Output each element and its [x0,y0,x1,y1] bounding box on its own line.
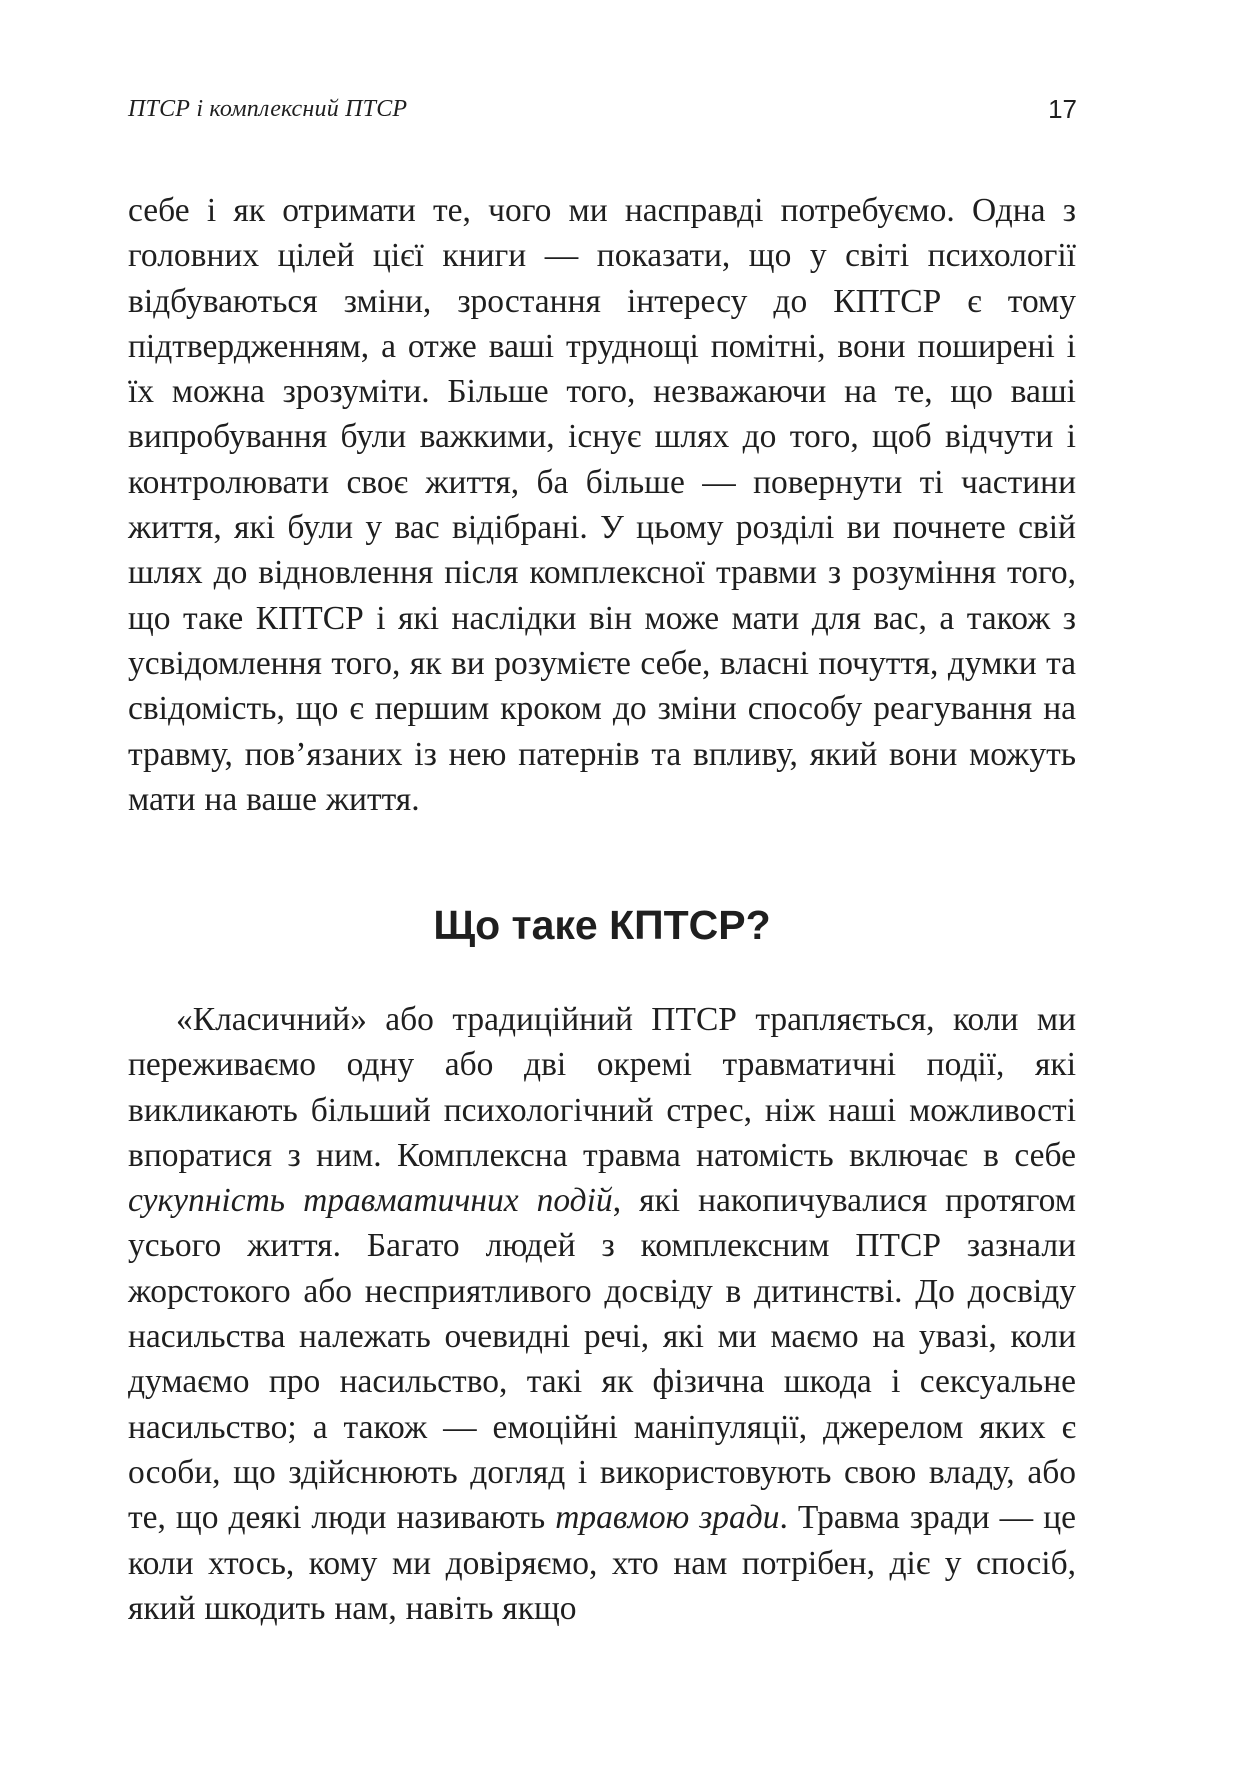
paragraph-continued: себе і як отримати те, чого ми насправді потребуємо. Одна з головних цілей цієї книги — показати, що у світі психології відбуваються зміни, зростання інтересу до КПТСР є тому підтвердженням, а отже ваші труднощі помітні, вони поширені і їх можна зрозуміти. Більше того, незважаючи на те, що ваші випробування були важкими, існує шлях до того, щоб відчути і контролювати своє життя, ба більше — повернути ті частини життя, які були у вас відібрані. У цьому розділі ви почнете свій шлях до відновлення після комплексної травми з розуміння того, що таке КПТСР і які наслідки він може мати для вас, а також з усвідомлення того, як ви розумієте себе, власні почуття, думки та свідомість, що є першим кроком до зміни способу реагування на травму, пов’язаних із нею патернів та впливу, який вони можуть мати на ваше життя. [128,192,1076,818]
emphasis-betrayal-trauma: травмою зради [555,1499,780,1537]
page-number: 17 [1048,94,1077,124]
emphasis-cumulative-events: сукупність травматичних подій [128,1182,613,1220]
body-text-bottom [128,997,1076,1631]
paragraph-text-part-2: , які накопичувалися протягом усього життя. Багато людей з комплексним ПТСР зазнали жорстокого або несприятливого досвіду в дитинстві. До досвіду насильства належать очевидні речі, які ми маємо на увазі, коли думаємо про насильство, такі як фізична шкода і сексуальне насильство; а також — емоційні маніпуляції, джерелом яких є особи, що здійснюють догляд і використовують свою владу, або те, що деякі люди називають [128,1182,1076,1537]
paragraph-classic-ptsd [128,997,1076,1631]
paragraph-text-part-3: . Травма зради — це коли хтось, кому ми довіряємо, хто нам потрібен, діє у спосіб, який шкодить нам, навіть якщо [128,1499,1077,1627]
running-header-title: ПТСР і комплексний ПТСР [128,96,408,122]
body-text-top [128,188,1076,822]
paragraph-text-part-1: «Класичний» або традиційний ПТСР трапляється, коли ми переживаємо одну або дві окремі травматичні події, які викликають більший психологічний стрес, ніж наші можливості впоратися з ним. Комплексна травма натомість включає в себе [128,1001,1076,1174]
section-heading: Що таке КПТСР? [433,902,771,948]
